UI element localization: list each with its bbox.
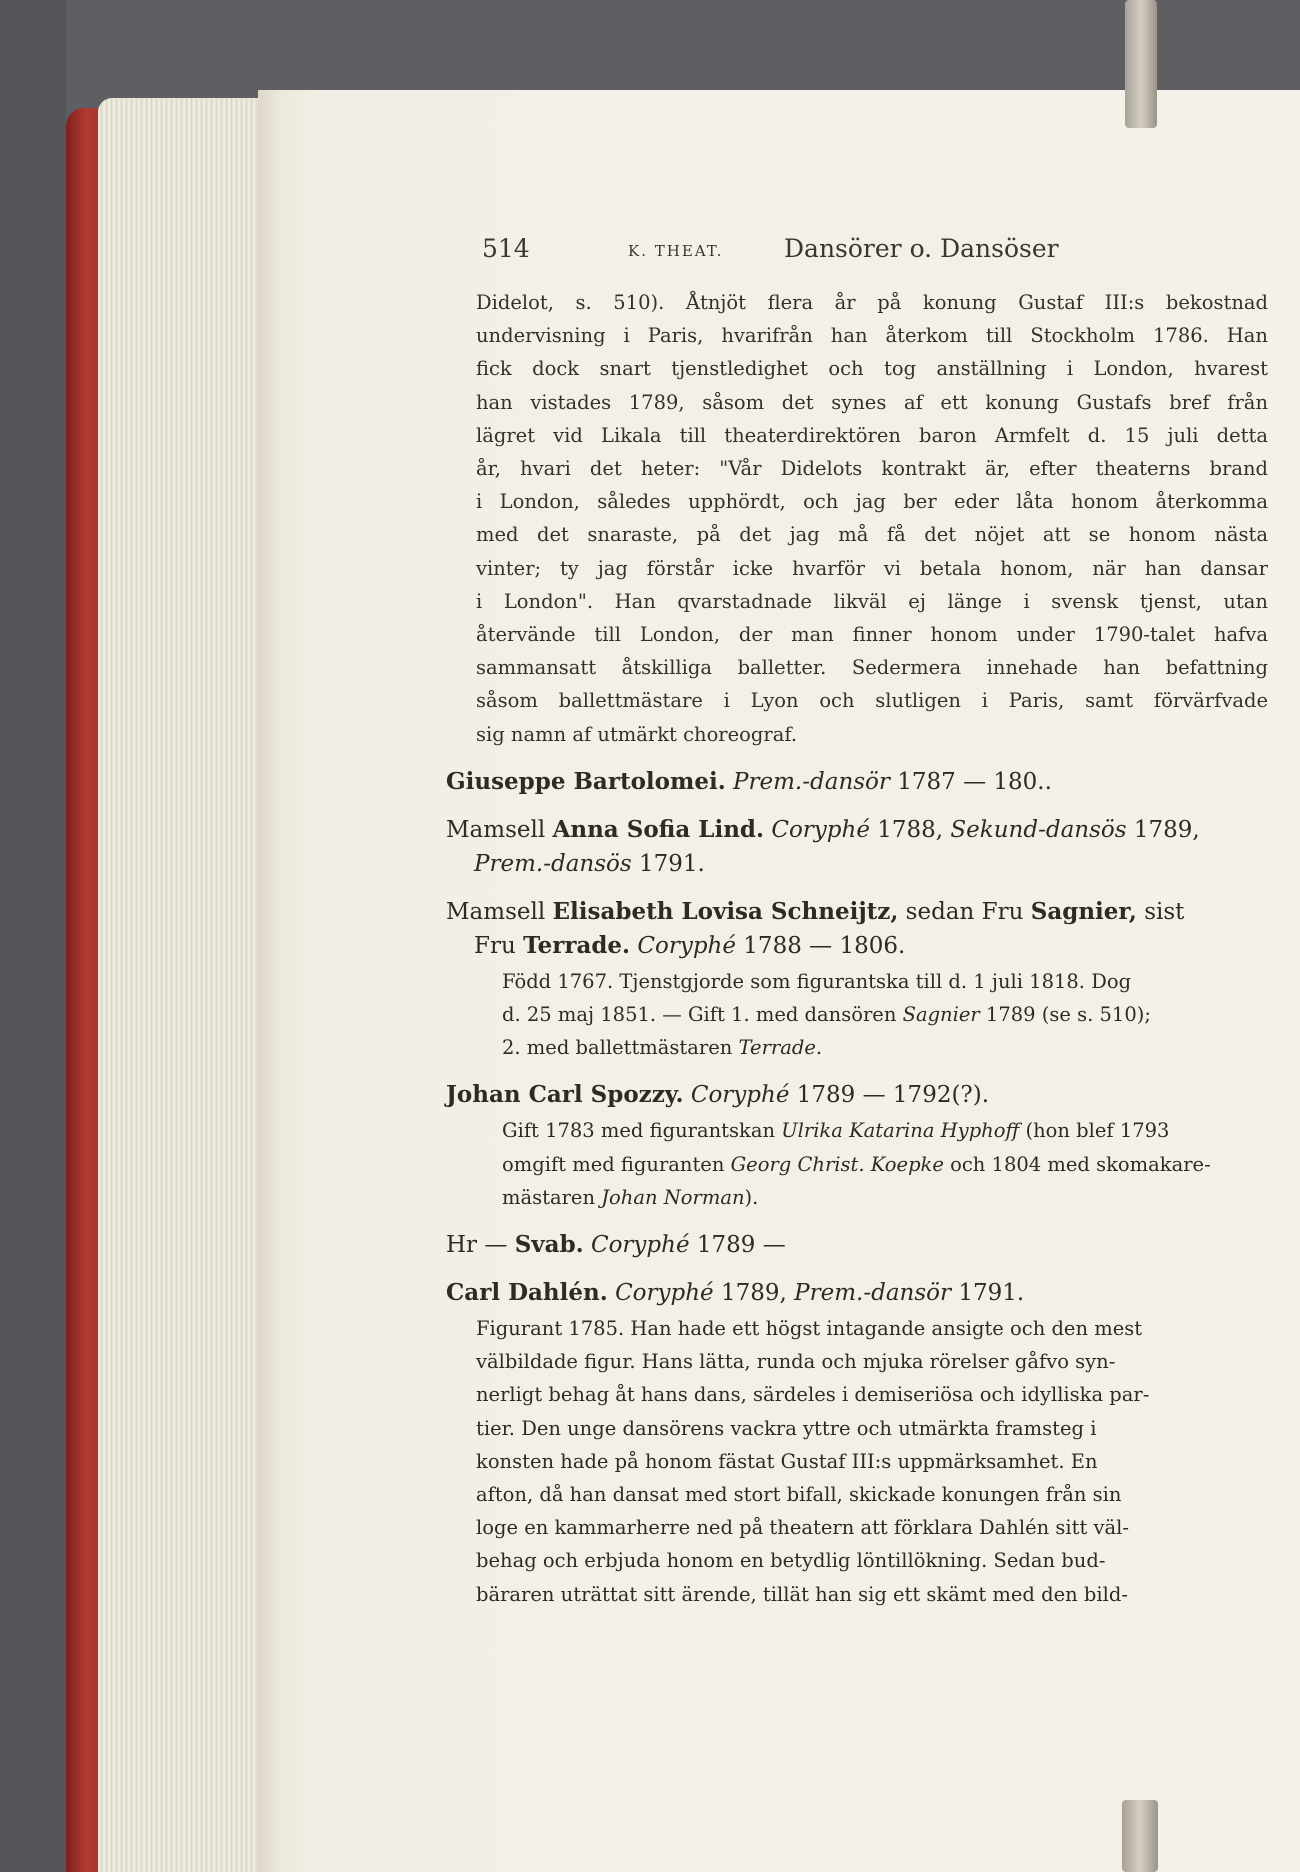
text-line: bäraren uträttat sitt ärende, tillät han sig ett skämt med den bild- [476, 1582, 1128, 1606]
text-line: med det snaraste, på det jag må få det nöjet att se honom nästa [476, 523, 1268, 547]
entry-role: Coryphé [615, 1280, 714, 1307]
text-line: konsten hade på honom fästat Gustaf III:s uppmärksamhet. En [476, 1449, 1098, 1473]
entry-name: Anna Sofia Lind. [552, 815, 765, 843]
page-number: 514 [482, 234, 530, 263]
entry-role: Coryphé [637, 932, 736, 959]
text-line: sig namn af utmärkt choreograf. [476, 722, 798, 746]
page-edges [98, 98, 268, 1872]
text-line: Didelot, s. 510). Åtnjöt flera år på konung Gustaf III:s bekostnad [476, 291, 1268, 314]
entry-name: Giuseppe Bartolomei. [446, 767, 726, 795]
entry-year: 1789, [1133, 816, 1200, 843]
page-text [446, 228, 1268, 1611]
entry-year: 1791. [639, 850, 705, 877]
entry-years: 1787 — 180.. [897, 768, 1052, 795]
text-line: lägret vid Likala till theaterdirektören baron Armfelt d. 15 juli detta [476, 423, 1268, 447]
text-line: nerligt behag åt hans dans, särdeles i demiseriösa och idylliska par- [476, 1383, 1150, 1407]
entry-text: sist [1144, 898, 1185, 925]
entry-schneijtz [446, 895, 1246, 1065]
text-line: afton, då han dansat med stort bifall, skickade konungen från sin [476, 1483, 1122, 1507]
text-line: år, hvari det heter: "Vår Didelots kontrakt är, efter theaterns brand [476, 457, 1268, 481]
text-line: såsom ballettmästare i Lyon och slutligen i Paris, samt förvärfvade [476, 689, 1268, 713]
entry-prefix: Mamsell [446, 816, 546, 843]
entry-role: Sekund-dansös [950, 816, 1127, 843]
entry-text: Fru [474, 932, 516, 959]
entry-prefix: Hr — [446, 1232, 508, 1259]
text-line: 2. med ballettmästaren Terrade. [502, 1036, 823, 1060]
entry-name: Svab. [514, 1231, 584, 1259]
bookmark-ribbon-top [1125, 0, 1157, 128]
text-line: tier. Den unge dansörens vackra yttre och utmärkta framsteg i [476, 1416, 1097, 1440]
entry-role: Prem.-dansör [794, 1280, 952, 1307]
text-line: Född 1767. Tjenstgjorde som figurantska till d. 1 juli 1818. Dog [502, 969, 1132, 993]
entry-note [446, 965, 1246, 1065]
entry-role: Prem.-dansör [733, 768, 890, 795]
text-line: sammansatt åtskilliga balletter. Sedermera innehade han befattning [476, 656, 1268, 680]
text-line: i London". Han qvarstadnade likväl ej länge i svensk tjenst, utan [476, 589, 1268, 613]
text-line: loge en kammarherre ned på theatern att förklara Dahlén sitt väl- [476, 1516, 1129, 1540]
entry-name: Elisabeth Lovisa Schneijtz, [552, 897, 899, 925]
entry-role: Prem.-dansös [474, 850, 632, 877]
running-header [446, 228, 1246, 272]
text-line: återvände till London, der man finner honom under 1790-talet hafva [476, 623, 1268, 647]
text-line: han vistades 1789, såsom det synes af ett konung Gustafs bref från [476, 390, 1268, 414]
entry-prefix: Mamsell [446, 898, 546, 925]
text-line: fick dock snart tjenstledighet och tog anställning i London, hvarest [476, 357, 1268, 381]
entry-lind [446, 813, 1246, 881]
entry-years: 1789 — [696, 1232, 786, 1259]
text-line: Figurant 1785. Han hade ett högst intagande ansigte och den mest [476, 1317, 1143, 1341]
entry-spozzy [446, 1078, 1246, 1214]
entry-role: Coryphé [690, 1082, 790, 1109]
text-line: vinter; ty jag förstår icke hvarför vi betala honom, när han dansar [476, 556, 1268, 580]
text-line: undervisning i Paris, hvarifrån han återkom till Stockholm 1786. Han [476, 324, 1268, 348]
text-line: omgift med figuranten Georg Christ. Koepke och 1804 med skomakare- [502, 1152, 1211, 1176]
entry-name-2: Sagnier, [1030, 897, 1137, 925]
scanner-background [0, 0, 66, 1872]
entry-dahlen [446, 1276, 1246, 1611]
entry-note [446, 1114, 1246, 1214]
text-line: mästaren Johan Norman). [502, 1185, 759, 1209]
entry-svab [446, 1228, 1246, 1262]
entry-role: Coryphé [590, 1232, 690, 1259]
text-line: i London, således upphördt, och jag ber eder låta honom återkomma [476, 490, 1268, 514]
entry-year: 1789, [720, 1280, 787, 1307]
entry-text: sedan Fru [905, 898, 1024, 925]
text-line: behag och erbjuda honom en betydlig löntillökning. Sedan bud- [476, 1549, 1106, 1573]
running-head-title: Dansörer o. Dansöser [784, 234, 1059, 263]
running-head-abbr: K. THEAT. [628, 242, 724, 260]
text-line: d. 25 maj 1851. — Gift 1. med dansören Sagnier 1789 (se s. 510); [502, 1003, 1151, 1027]
intro-paragraph [446, 286, 1268, 751]
entry-years: 1789 — 1792(?). [796, 1082, 990, 1109]
entry-year: 1788, [877, 816, 944, 843]
entry-role: Coryphé [771, 816, 870, 843]
entry-name: Carl Dahlén. [446, 1279, 608, 1307]
bookmark-ribbon-bottom [1122, 1800, 1158, 1872]
entry-years: 1788 — 1806. [743, 932, 906, 959]
entry-body [446, 1312, 1268, 1611]
text-line: Gift 1783 med figurantskan Ulrika Katarina Hyphoff (hon blef 1793 [502, 1119, 1170, 1143]
entry-bartolomei [446, 765, 1246, 799]
text-line: välbildade figur. Hans lätta, runda och mjuka rörelser gåfvo syn- [476, 1350, 1116, 1374]
entry-name: Johan Carl Spozzy. [446, 1081, 684, 1109]
entry-name-3: Terrade. [523, 931, 631, 959]
entry-year: 1791. [958, 1280, 1025, 1307]
